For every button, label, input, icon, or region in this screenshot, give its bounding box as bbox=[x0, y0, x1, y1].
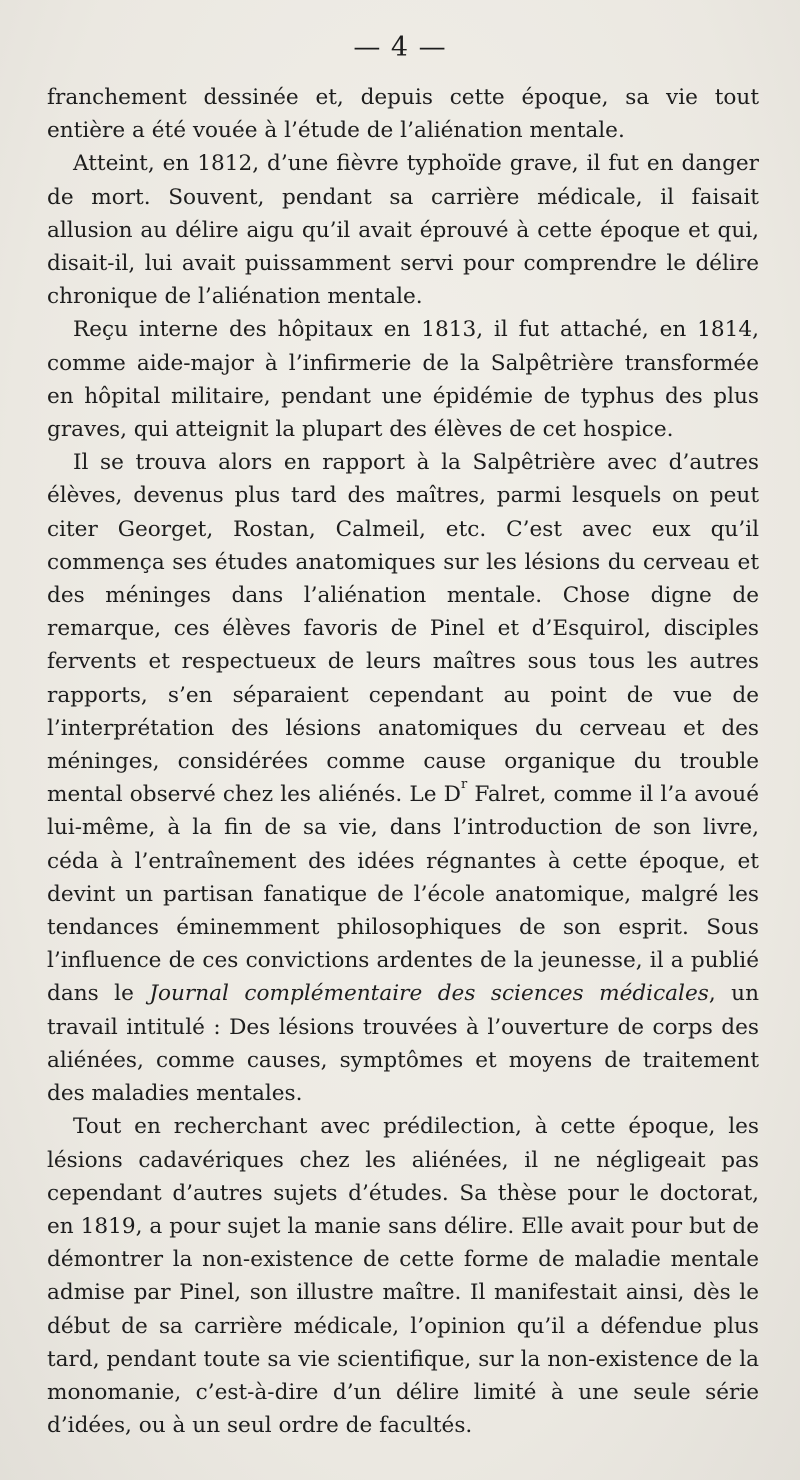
paragraph-5: Tout en recherchant avec prédilection, à cette époque, les lésions cadavériques chez les aliénées, il ne négligeait pas cependant d’autres sujets d’études. Sa thèse pour le doctorat, en 1819, a pour sujet la manie sans délire. Elle avait pour but de démontrer la non-existence de cette forme de maladie mentale admise par Pinel, son illustre maître. Il manifestait ainsi, dès le début de sa carrière médicale, l’opinion qu’il a défendue plus tard, pendant toute sa vie scientifique, sur la non-existence de la monomanie, c’est-à-dire d’un délire limité à une seule série d’idées, ou à un seul ordre de facultés. bbox=[47, 1114, 759, 1439]
page-number: — 4 — bbox=[353, 32, 447, 63]
paragraph-4 bbox=[47, 446, 759, 1110]
paragraph-4-text-b: Falret, comme il l’a avoué lui-même, à la fin de sa vie, dans l’introduction de son livre, céda à l’entraînement des idées régnantes à cette époque, et devint un partisan fanatique de l’école anatomique, malgré les tendances éminemment philosophiques de son esprit. Sous l’influence de ces convictions ardentes de la jeunesse, il a publié dans le bbox=[47, 782, 759, 1007]
paragraph-1: franchement dessinée et, depuis cette époque, sa vie tout entière a été vouée à l’étude de l’aliénation mentale. bbox=[47, 85, 759, 144]
journal-title: Journal complémentaire des sciences médicales bbox=[149, 981, 709, 1007]
doctor-superscript: r bbox=[461, 777, 468, 793]
body-text bbox=[47, 81, 759, 1442]
paragraph-4-text-c: , un travail intitulé : Des lésions trouvées à l’ouverture de corps des aliénées, comme causes, symptômes et moyens de traitement des maladies mentales. bbox=[47, 981, 759, 1107]
paragraph-3: Reçu interne des hôpitaux en 1813, il fut attaché, en 1814, comme aide-major à l’infirmerie de la Salpêtrière transformée en hôpital militaire, pendant une épidémie de typhus des plus graves, qui atteignit la plupart des élèves de cet hospice. bbox=[47, 317, 759, 443]
paragraph-4-text-a: Il se trouva alors en rapport à la Salpêtrière avec d’autres élèves, devenus plus tard des maîtres, parmi lesquels on peut citer Georget, Rostan, Calmeil, etc. C’est avec eux qu’il commença ses études anatomiques sur les lésions du cerveau et des méninges dans l’aliénation mentale. Chose digne de remarque, ces élèves favoris de Pinel et d’Esquirol, disciples fervents et respectueux de leurs maîtres sous tous les autres rapports, s’en séparaient cependant au point de vue de l’interprétation des lésions anatomiques du cerveau et des méninges, considérées comme cause organique du trouble mental observé chez les aliénés. Le D bbox=[47, 450, 759, 808]
paragraph-2: Atteint, en 1812, d’une fièvre typhoïde grave, il fut en danger de mort. Souvent, pendant sa carrière médicale, il faisait allusion au délire aigu qu’il avait éprouvé à cette époque et qui, disait-il, lui avait puissamment servi pour comprendre le délire chronique de l’aliénation mentale. bbox=[47, 151, 759, 310]
